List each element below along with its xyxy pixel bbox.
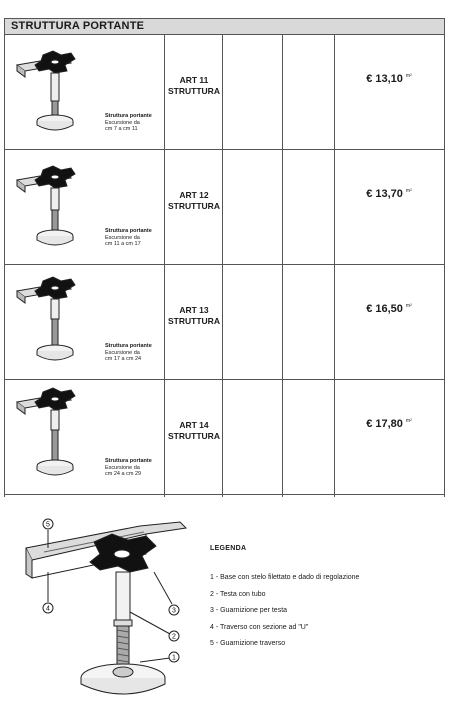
caption-title: Struttura portante (105, 343, 152, 349)
legend-item: 1 - Base con stelo filettato e dado di regolazione (210, 574, 360, 581)
caption-line: Escursione da (105, 349, 140, 356)
table-row (5, 35, 444, 150)
section-title: STRUTTURA PORTANTE (11, 20, 145, 32)
article-code: ART 13 (179, 305, 209, 315)
callout-2: 2 (172, 633, 176, 641)
product-illustration (5, 35, 165, 149)
column-divider (222, 35, 223, 497)
caption-line: cm 7 a cm 11 (105, 126, 138, 132)
caption-line: Escursione da (105, 464, 140, 471)
product-illustration (5, 150, 165, 264)
illustration-caption (105, 458, 163, 478)
price-unit: m² (405, 418, 412, 425)
caption-line: cm 17 a cm 24 (105, 356, 142, 362)
price-value: € 13,70 (366, 188, 403, 200)
legend-item: 3 - Guarnizione per testa (210, 607, 288, 614)
legend (210, 545, 440, 653)
article-label (165, 190, 223, 212)
column-divider (164, 35, 165, 497)
article-desc: STRUTTURA (168, 316, 220, 326)
pedestal-drawing (5, 150, 105, 264)
product-illustration (5, 265, 165, 379)
price-unit: m² (405, 188, 412, 195)
caption-title: Struttura portante (105, 113, 152, 119)
article-code: ART 14 (179, 420, 209, 430)
article-desc: STRUTTURA (168, 86, 220, 96)
price-cell (335, 73, 443, 85)
legend-item: 2 - Testa con tubo (210, 590, 266, 598)
callout-5: 5 (46, 521, 50, 529)
illustration-caption (105, 343, 163, 363)
price-cell (335, 418, 443, 430)
price-value: € 13,10 (366, 73, 403, 85)
product-illustration (5, 380, 165, 494)
price-unit: m² (405, 303, 412, 310)
pedestal-drawing (5, 35, 105, 149)
illustration-caption (105, 228, 163, 248)
caption-line: cm 11 a cm 17 (105, 241, 141, 247)
column-divider (334, 35, 335, 497)
table-row (5, 150, 444, 265)
caption-line: cm 24 a cm 29 (105, 471, 142, 477)
callout-3: 3 (172, 607, 176, 615)
article-label (165, 75, 223, 97)
article-desc: STRUTTURA (168, 201, 220, 211)
caption-title: Struttura portante (105, 458, 152, 464)
legend-item: 4 - Traverso con sezione ad "U" (210, 623, 309, 631)
price-value: € 16,50 (366, 303, 403, 315)
callout-4: 4 (46, 605, 50, 613)
table-row (5, 380, 444, 495)
column-divider (282, 35, 283, 497)
section-header (4, 18, 445, 35)
article-label (165, 420, 223, 442)
table-row (5, 265, 444, 380)
price-cell (335, 188, 443, 200)
exploded-diagram (20, 512, 190, 712)
article-label (165, 305, 223, 327)
price-cell (335, 303, 443, 315)
article-code: ART 12 (179, 190, 209, 200)
callout-1: 1 (172, 654, 176, 662)
pedestal-exploded-drawing (20, 512, 190, 712)
price-value: € 17,80 (366, 418, 403, 430)
legend-item: 5 - Guarnizione traverso (210, 640, 286, 647)
pedestal-drawing (5, 380, 105, 494)
caption-line: Escursione da (105, 234, 140, 241)
caption-title: Struttura portante (105, 228, 152, 234)
article-code: ART 11 (179, 75, 209, 85)
pedestal-drawing (5, 265, 105, 379)
product-table (4, 35, 445, 497)
price-unit: m² (405, 73, 412, 80)
legend-title: LEGENDA (210, 545, 247, 552)
caption-line: Escursione da (105, 119, 140, 126)
illustration-caption (105, 113, 163, 133)
article-desc: STRUTTURA (168, 431, 220, 441)
